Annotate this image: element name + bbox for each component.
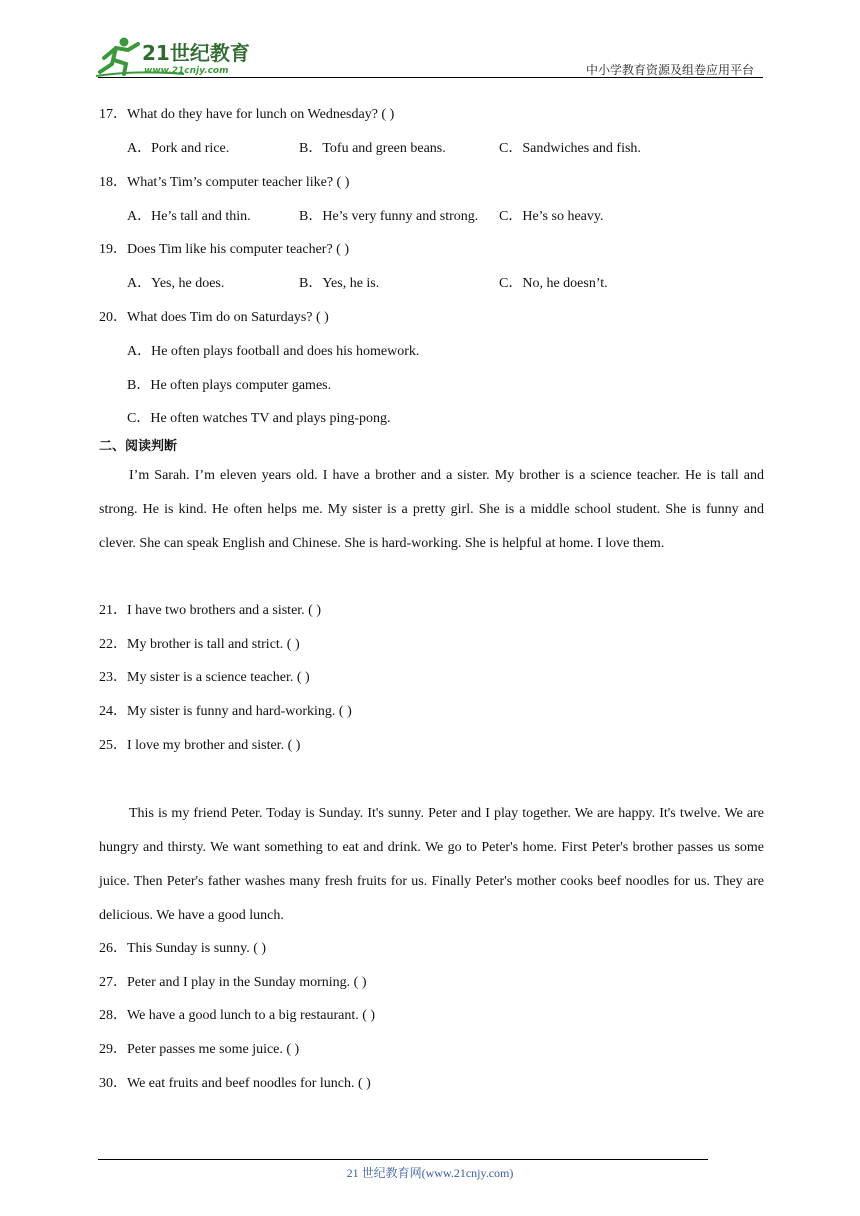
judge-item-27: 27．Peter and I play in the Sunday morning. ( ) bbox=[99, 975, 367, 990]
platform-name: 中小学教育资源及组卷应用平台 bbox=[585, 63, 754, 77]
section-title: 二、阅读判断 bbox=[99, 439, 178, 454]
q18-option-a: A．He’s tall and thin. bbox=[127, 209, 251, 224]
q20-option-c: C．He often watches TV and plays ping-pong. bbox=[127, 411, 391, 426]
judge-item-28: 28．We have a good lunch to a big restaurant. ( ) bbox=[99, 1008, 376, 1023]
judge-item-30: 30．We eat fruits and beef noodles for lunch. ( ) bbox=[99, 1076, 371, 1091]
q17-option-b: B．Tofu and green beans. bbox=[299, 141, 446, 156]
runner-logo-icon bbox=[94, 34, 264, 78]
question-19: 19．Does Tim like his computer teacher? ( ) bbox=[99, 242, 350, 257]
judge-item-25: 25．I love my brother and sister. ( ) bbox=[99, 738, 301, 753]
question-20: 20．What does Tim do on Saturdays? ( ) bbox=[99, 310, 329, 325]
judge-item-21: 21．I have two brothers and a sister. ( ) bbox=[99, 603, 321, 618]
q17-option-c: C．Sandwiches and fish. bbox=[499, 141, 641, 156]
q20-option-a: A．He often plays football and does his homework. bbox=[127, 344, 420, 359]
q19-option-b: B．Yes, he is. bbox=[299, 276, 380, 291]
judge-item-23: 23．My sister is a science teacher. ( ) bbox=[99, 670, 310, 685]
judge-item-22: 22．My brother is tall and strict. ( ) bbox=[99, 637, 300, 652]
q20-option-b: B．He often plays computer games. bbox=[127, 378, 332, 393]
reading-passage-1: I’m Sarah. I’m eleven years old. I have a brother and a sister. My brother is a science teacher. He is tall and strong. He is kind. He often helps me. My sister is a pretty girl. She is a middle school student. She is funny and clever. She can speak English and Chinese. She is hard-working. She is helpful at home. I love them. bbox=[99, 468, 764, 551]
site-logo bbox=[94, 34, 264, 78]
q17-option-a: A．Pork and rice. bbox=[127, 141, 230, 156]
judge-item-29: 29．Peter passes me some juice. ( ) bbox=[99, 1042, 300, 1057]
header-divider bbox=[98, 77, 763, 78]
q18-option-c: C．He’s so heavy. bbox=[499, 209, 604, 224]
svg-text:www.21cnjy.com: www.21cnjy.com bbox=[144, 66, 229, 76]
footer-divider bbox=[98, 1159, 708, 1160]
footer-site-link[interactable]: 21 世纪教育网(www.21cnjy.com) bbox=[346, 1166, 514, 1180]
reading-passage-2: This is my friend Peter. Today is Sunday. It's sunny. Peter and I play together. We are happy. It's twelve. We are hungry and thirsty. We want something to eat and drink. We go to Peter's home. First Peter's brother passes us some juice. Then Peter's father washes many fresh fruits for us. Finally Peter's mother cooks beef noodles for us. They are delicious. We have a good lunch. bbox=[99, 806, 764, 923]
q19-option-c: C．No, he doesn’t. bbox=[499, 276, 608, 291]
judge-item-24: 24．My sister is funny and hard-working. ( ) bbox=[99, 704, 352, 719]
question-17: 17．What do they have for lunch on Wednesday? ( ) bbox=[99, 107, 395, 122]
judge-item-26: 26．This Sunday is sunny. ( ) bbox=[99, 941, 267, 956]
question-18: 18．What’s Tim’s computer teacher like? ( ) bbox=[99, 175, 350, 190]
svg-text:21世纪教育: 21世纪教育 bbox=[142, 41, 250, 65]
q18-option-b: B．He’s very funny and strong. bbox=[299, 209, 479, 224]
q19-option-a: A．Yes, he does. bbox=[127, 276, 225, 291]
